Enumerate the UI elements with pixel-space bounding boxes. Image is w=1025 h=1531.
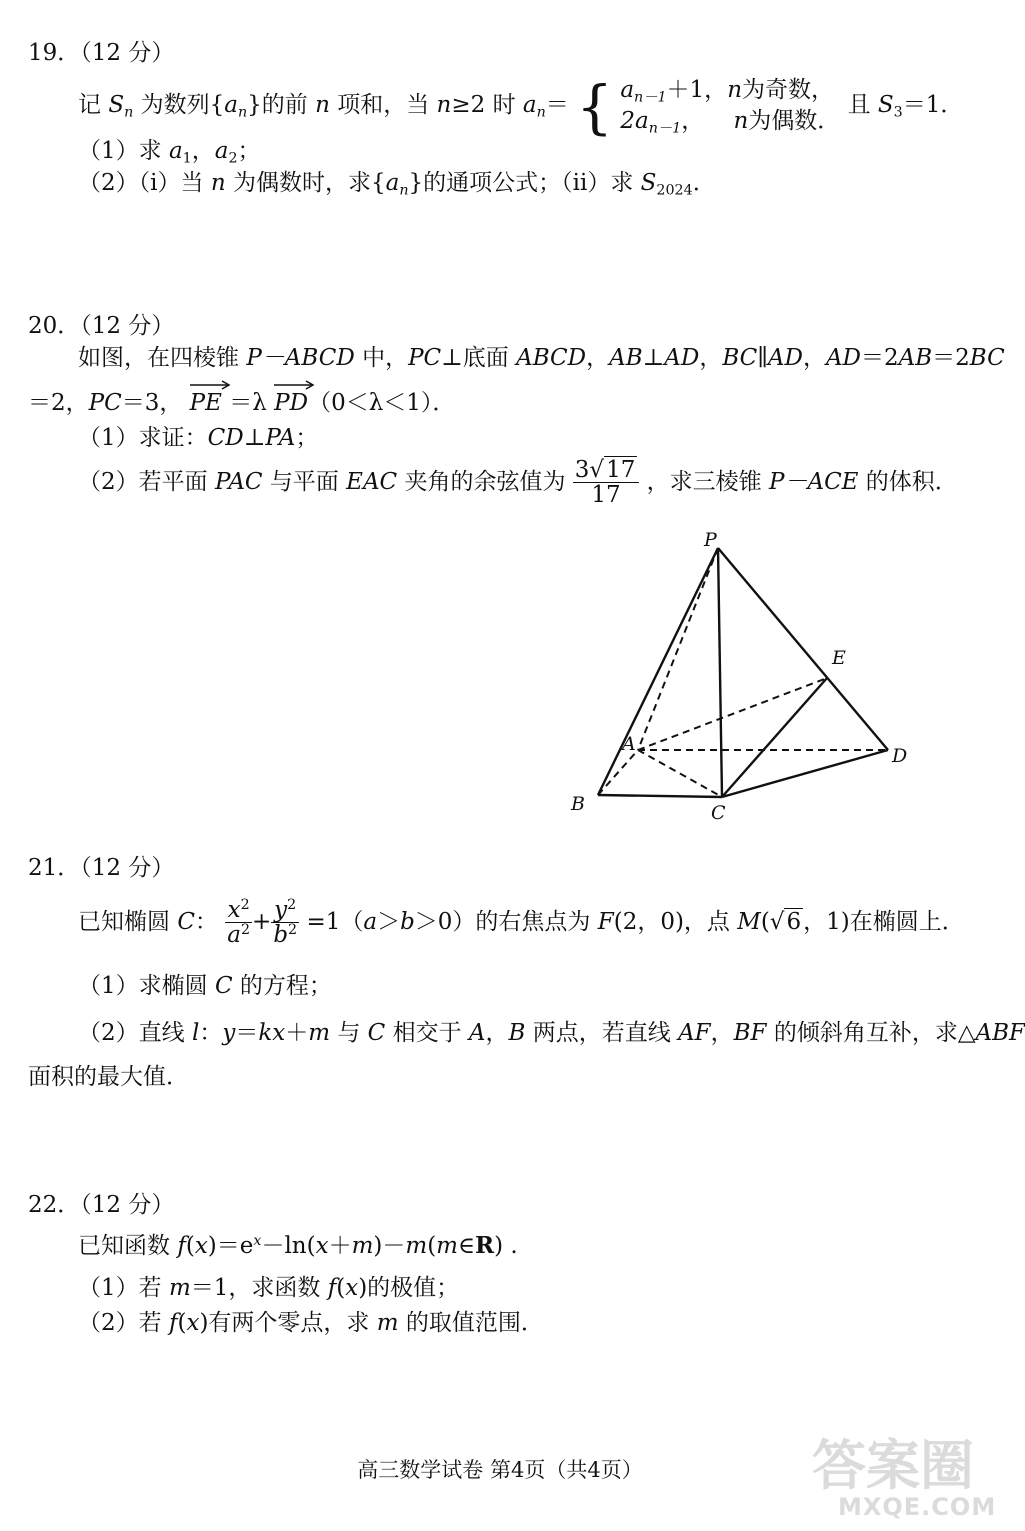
q21-header: 21．（12 分） [28, 855, 175, 881]
edge-ae-hidden [638, 678, 827, 750]
watermark-logo: 答案圈 MXQE.COM [812, 1434, 997, 1521]
label-b: B [571, 793, 585, 815]
q21-part2: （2）直线 l：y＝kx＋m 与 C 相交于 A，B 两点，若直线 AF，BF 的倾斜角互补，求△ABF [78, 1020, 1025, 1046]
sqrt-17: √17 [589, 457, 636, 483]
q20-line2: ＝2，PC＝3， PE ＝λ PD（0＜λ＜1）． [28, 390, 455, 418]
q19-statement: 记 $S_n$ 为数列$\{a_n\}$的前 n 项和，当 n≥2 时 $a_n=$ { $a_{n-1}+1$，n为奇数， $2a_{n-1}$， n为偶数． 且 $S_3=1$． [78, 72, 964, 141]
piecewise-brace: { [576, 72, 614, 141]
q22-header: 22．（12 分） [28, 1192, 175, 1218]
edge-pd [718, 548, 888, 750]
edge-cd [722, 750, 888, 797]
edge-bc [598, 795, 722, 797]
label-e: E [832, 647, 846, 669]
label-a: A [622, 733, 636, 755]
q21-part2-cont: 面积的最大值． [28, 1064, 189, 1090]
q20-part1: （1）求证：CD⊥PA； [78, 425, 319, 451]
q22-line1: 已知函数 $f(x)=e^x-\ln(x+m)-m(m\in R)$ . [78, 1232, 518, 1259]
edge-ac-hidden [638, 750, 722, 797]
edge-pb [598, 548, 718, 795]
q21-line1: 已知椭圆 C： $\frac{x^2}{a^2}$ + $\frac{y^2}{b^2}$ =1（a＞b＞0）的右焦点为 F(2，0)，点 M(√6，1)在椭圆上． [78, 897, 965, 949]
piecewise-cases: $a_{n-1}+1$，n为奇数， $2a_{n-1}$， n为偶数． [620, 77, 841, 137]
q19-part1: （1）求 $a_1$，$a_2$； [78, 138, 261, 167]
edge-pc [718, 548, 722, 797]
vector-pd: PD [274, 390, 308, 418]
q20-line1: 如图，在四棱锥 P－ABCD 中，PC⊥底面 ABCD，AB⊥AD，BC∥AD，AD＝2AB＝2BC [78, 345, 1005, 371]
label-d: D [892, 745, 908, 767]
q19-header: 19．（12 分） [28, 40, 175, 66]
page-footer: 高三数学试卷 第4页（共4页） [357, 1458, 643, 1482]
edge-pa-hidden [638, 548, 718, 750]
fraction-x2-a2: $\frac{x^2}{a^2}$ [227, 897, 251, 949]
q20-part2: （2）若平面 PAC 与平面 EAC 夹角的余弦值为 $\frac{3√17}{17}$ ，求三棱锥 P－ACE 的体积． [78, 457, 958, 509]
q22-part2: （2）若 f(x)有两个零点，求 m 的取值范围． [78, 1310, 544, 1336]
label-c: C [711, 802, 726, 824]
edge-ce [722, 678, 827, 797]
q21-part1: （1）求椭圆 C 的方程； [78, 973, 332, 999]
q19-part2: （2）（i）当 n 为偶数时，求$\{a_n\}$的通项公式；（ii）求 $S_{2024}$． [78, 170, 716, 199]
sqrt-6: √6 [769, 908, 802, 935]
fraction-y2-b2: $\frac{y^2}{b^2}$ [273, 897, 298, 949]
q22-part1: （1）若 m＝1，求函数 f(x)的极值； [78, 1275, 460, 1301]
edge-ab-hidden [598, 750, 638, 795]
q20-header: 20．（12 分） [28, 313, 175, 339]
cosine-fraction: $\frac{3√17}{17}$ [573, 458, 640, 507]
pyramid-figure [560, 525, 920, 830]
vector-pe: PE [190, 390, 222, 418]
label-p: P [704, 529, 717, 551]
